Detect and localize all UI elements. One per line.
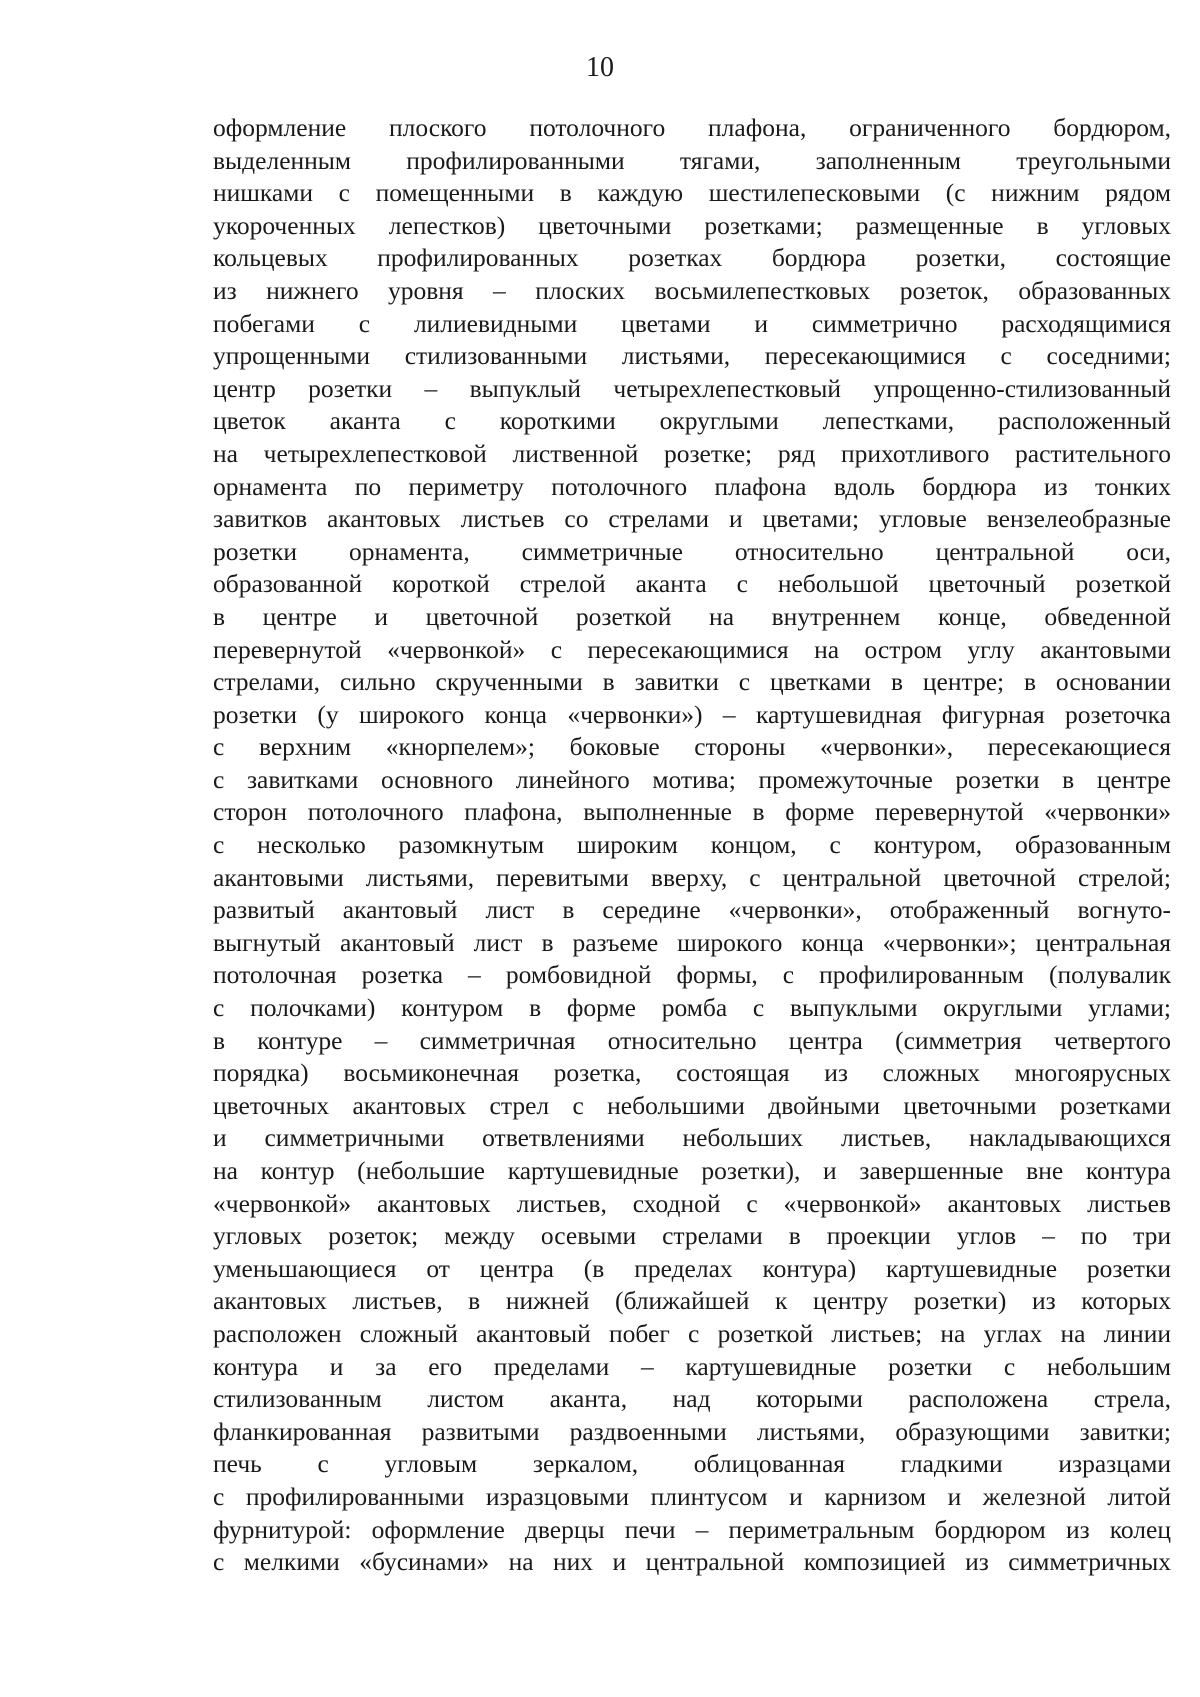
text-line: развитый акантовый лист в середине «червонки», отображенный вогнуто- (213, 895, 1171, 925)
text-line: с верхним «кнорпелем»; боковые стороны «червонки», пересекающиеся (213, 732, 1171, 762)
text-line: на четырехлепестковой лиственной розетке; ряд прихотливого растительного (213, 438, 1171, 468)
text-line: «червонкой» акантовых листьев, сходной с «червонкой» акантовых листьев (213, 1188, 1171, 1218)
text-line: в центре и цветочной розеткой на внутреннем конце, обведенной (213, 601, 1171, 631)
text-line: печь с угловым зеркалом, облицованная гладкими изразцами (213, 1449, 1171, 1479)
text-line: образованной короткой стрелой аканта с небольшой цветочный розеткой (213, 569, 1171, 599)
page-number: 10 (586, 52, 614, 83)
text-line: розетки орнамента, симметричные относительно центральной оси, (213, 536, 1171, 566)
text-line: с завитками основного линейного мотива; промежуточные розетки в центре (213, 764, 1171, 794)
text-line: угловых розеток; между осевыми стрелами в проекции углов – по три (213, 1221, 1171, 1251)
text-line: потолочная розетка – ромбовидной формы, с профилированным (полувалик (213, 960, 1171, 990)
text-line: кольцевых профилированных розетках бордюра розетки, состоящие (213, 243, 1171, 273)
text-line: цветок аканта с короткими округлыми лепестками, расположенный (213, 406, 1171, 436)
text-line: побегами с лилиевидными цветами и симметрично расходящимися (213, 308, 1171, 338)
text-line: контура и за его пределами – картушевидные розетки с небольшим (213, 1351, 1171, 1381)
text-line: на контур (небольшие картушевидные розетки), и завершенные вне контура (213, 1156, 1171, 1185)
text-line: из нижнего уровня – плоских восьмилепестковых розеток, образованных (213, 275, 1171, 305)
text-line: оформление плоского потолочного плафона, ограниченного бордюром, (213, 113, 1171, 142)
text-line: акантовыми листьями, перевитыми вверху, с центральной цветочной стрелой; (213, 862, 1171, 892)
text-line: завитков акантовых листьев со стрелами и цветами; угловые вензелеобразные (213, 504, 1171, 534)
text-line: нишками с помещенными в каждую шестилепесковыми (с нижним рядом (213, 178, 1171, 208)
text-line: укороченных лепестков) цветочными розетками; размещенные в угловых (213, 210, 1171, 240)
text-line: уменьшающиеся от центра (в пределах контура) картушевидные розетки (213, 1253, 1171, 1283)
text-line: цветочных акантовых стрел с небольшими двойными цветочными розетками (213, 1090, 1171, 1120)
text-line: розетки (у широкого конца «червонки») – картушевидная фигурная розеточка (213, 699, 1171, 729)
text-line: стрелами, сильно скрученными в завитки с цветками в центре; в основании (213, 667, 1171, 697)
text-line: фурнитурой: оформление дверцы печи – периметральным бордюром из колец (213, 1514, 1171, 1544)
text-line: расположен сложный акантовый побег с розеткой листьев; на углах на линии (213, 1318, 1171, 1348)
text-line: с мелкими «бусинами» на них и центральной композицией из симметричных (213, 1547, 1171, 1577)
text-line: перевернутой «червонкой» с пересекающимися на остром углу акантовыми (213, 634, 1171, 664)
text-line: с полочками) контуром в форме ромба с выпуклыми округлыми углами; (213, 993, 1171, 1023)
text-line: и симметричными ответвлениями небольших листьев, накладывающихся (213, 1123, 1171, 1153)
text-line: порядка) восьмиконечная розетка, состоящая из сложных многоярусных (213, 1058, 1171, 1088)
text-line: орнамента по периметру потолочного плафона вдоль бордюра из тонких (213, 471, 1171, 501)
text-line: стилизованным листом аканта, над которыми расположена стрела, (213, 1384, 1171, 1414)
text-line: центр розетки – выпуклый четырехлепестковый упрощенно-стилизованный (213, 373, 1171, 403)
text-line: выделенным профилированными тягами, заполненным треугольными (213, 145, 1171, 175)
text-line: упрощенными стилизованными листьями, пересекающимися с соседними; (213, 341, 1171, 371)
text-line: фланкированная развитыми раздвоенными листьями, образующими завитки; (213, 1416, 1171, 1446)
text-line: с профилированными изразцовыми плинтусом и карнизом и железной литой (213, 1481, 1171, 1511)
text-line: выгнутый акантовый лист в разъеме широкого конца «червонки»; центральная (213, 927, 1171, 957)
text-line: с несколько разомкнутым широким концом, с контуром, образованным (213, 830, 1171, 860)
body-text (213, 112, 1171, 1579)
text-line: сторон потолочного плафона, выполненные в форме перевернутой «червонки» (213, 797, 1171, 827)
text-line: в контуре – симметричная относительно центра (симметрия четвертого (213, 1025, 1171, 1055)
text-line: акантовых листьев, в нижней (ближайшей к центру розетки) из которых (213, 1286, 1171, 1316)
